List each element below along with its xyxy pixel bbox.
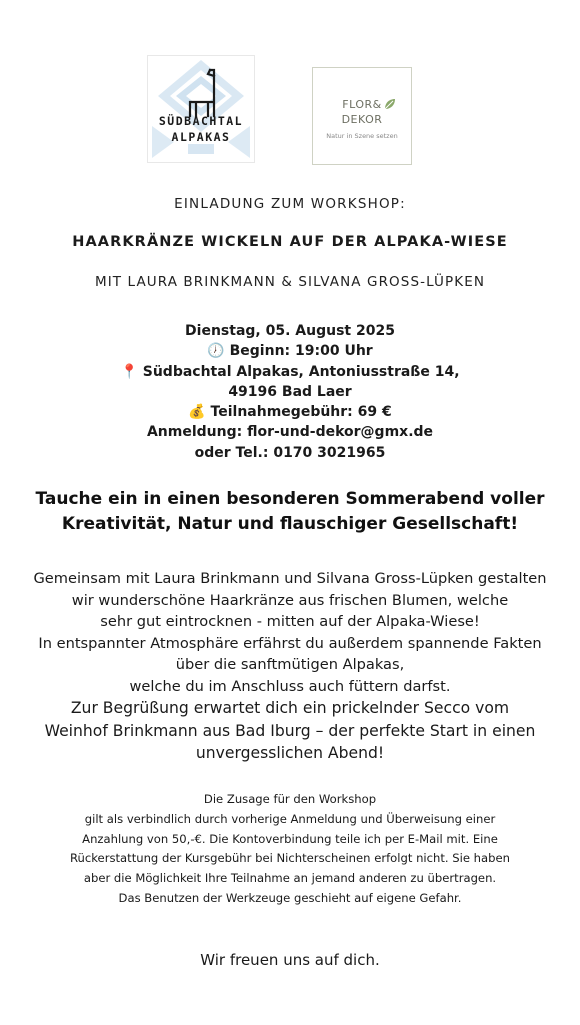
logo2-line2: DEKOR xyxy=(341,113,383,126)
description-line: über die sanftmütigen Alpakas, xyxy=(175,656,405,674)
logo2-tagline: Natur in Szene setzen xyxy=(326,132,398,140)
terms-line: Die Zusage für den Workshop xyxy=(203,792,377,806)
event-location-line2: 49196 Bad Laer xyxy=(228,383,352,400)
leaf-icon xyxy=(383,97,397,111)
terms-line: Anzahlung von 50,-€. Die Kontoverbindung teile ich per E-Mail mit. Eine xyxy=(82,831,498,846)
event-phone: oder Tel.: 0170 3021965 xyxy=(194,444,386,461)
description-line: In entspannter Atmosphäre erfährst du außerdem spannende Fakten xyxy=(38,634,542,652)
description-line: welche du im Anschluss auch füttern darfst. xyxy=(129,677,451,695)
flor-dekor-logo xyxy=(312,67,412,165)
lead-line2: Kreativität, Natur und flauschiger Gesellschaft! xyxy=(61,514,519,534)
logo-text-line1: SÜDBACHTAL xyxy=(158,114,244,128)
welcome-line: Weinhof Brinkmann aus Bad Iburg – der perfekte Start in einen xyxy=(44,721,536,740)
suedbachtal-alpakas-logo xyxy=(147,55,255,163)
description-line: wir wunderschöne Haarkränze aus frischen Blumen, welche xyxy=(71,591,509,609)
event-date: Dienstag, 05. August 2025 xyxy=(185,323,395,339)
terms-line: Rückerstattung der Kursgebühr bei Nichterscheinen erfolgt nicht. Sie haben xyxy=(70,851,510,866)
terms-paragraph xyxy=(0,790,580,909)
logo2-line1: FLOR& xyxy=(342,98,382,111)
alpaca-pattern-icon xyxy=(148,56,254,162)
description-line: sehr gut eintrocknen - mitten auf der Alpaka-Wiese! xyxy=(100,613,480,631)
description-line: Gemeinsam mit Laura Brinkmann und Silvana Gross-Lüpken gestalten xyxy=(33,570,547,587)
logo-text-line2: ALPAKAS xyxy=(171,130,231,144)
welcome-paragraph xyxy=(0,697,580,765)
hosts-line: MIT LAURA BRINKMANN & SILVANA GROSS-LÜPKEN xyxy=(94,274,486,290)
terms-line: gilt als verbindlich durch vorherige Anmeldung und Überweisung einer xyxy=(84,811,496,826)
welcome-line: unvergesslichen Abend! xyxy=(195,744,385,762)
terms-line: aber die Möglichkeit Ihre Teilnahme an jemand anderen zu übertragen. xyxy=(83,871,497,886)
invitation-heading: EINLADUNG ZUM WORKSHOP: xyxy=(174,196,406,212)
terms-line: Das Benutzen der Werkzeuge geschieht auf eigene Gefahr. xyxy=(118,890,462,905)
description-paragraph xyxy=(0,568,580,698)
event-fee: 💰 Teilnahmegebühr: 69 € xyxy=(188,404,392,421)
closing-line: Wir freuen uns auf dich. xyxy=(200,951,380,969)
lead-paragraph xyxy=(0,487,580,537)
workshop-title: HAARKRÄNZE WICKELN AUF DER ALPAKA-WIESE xyxy=(72,234,508,250)
event-registration: Anmeldung: flor-und-dekor@gmx.de xyxy=(146,424,434,441)
event-details xyxy=(0,321,580,463)
lead-line1: Tauche ein in einen besonderen Sommerabend voller xyxy=(35,489,545,509)
welcome-line: Zur Begrüßung erwartet dich ein prickelnder Secco vom xyxy=(70,699,510,717)
event-location-line1: 📍 Südbachtal Alpakas, Antoniusstraße 14, xyxy=(120,363,460,380)
event-start-time: 🕖 Beginn: 19:00 Uhr xyxy=(207,343,373,360)
